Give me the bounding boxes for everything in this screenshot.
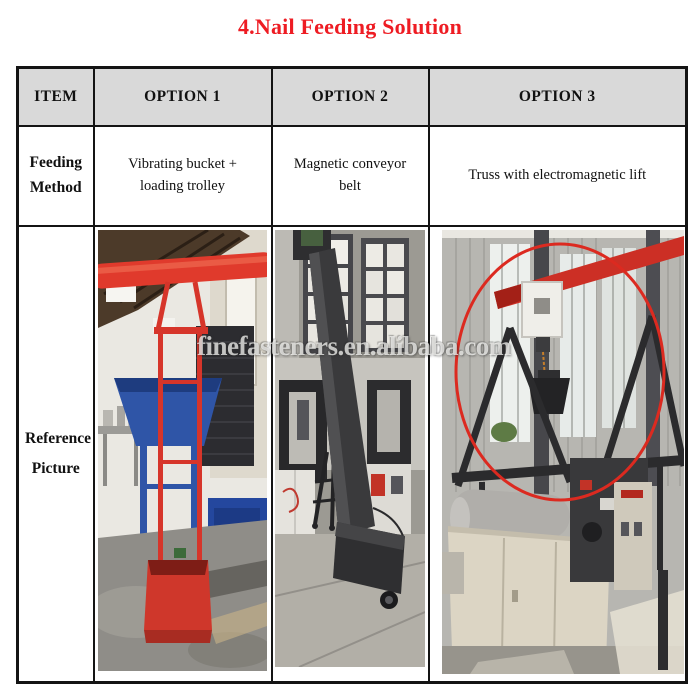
table-header-row bbox=[18, 68, 687, 126]
column-header-option-2: OPTION 2 bbox=[272, 68, 429, 126]
feeding-method-option-2: Magnetic conveyor belt bbox=[272, 126, 429, 226]
column-header-option-3: OPTION 3 bbox=[429, 68, 687, 126]
column-header-option-1: OPTION 1 bbox=[94, 68, 272, 126]
feeding-method-row bbox=[18, 126, 687, 226]
feeding-method-option-1: Vibrating bucket + loading trolley bbox=[94, 126, 272, 226]
option3-reference-photo bbox=[442, 230, 684, 674]
page-title: 4.Nail Feeding Solution bbox=[237, 14, 463, 39]
reference-picture-cell-option-1 bbox=[94, 226, 272, 683]
column-header-item: ITEM bbox=[18, 68, 94, 126]
option1-reference-photo bbox=[98, 230, 267, 671]
option2-reference-photo bbox=[275, 230, 425, 667]
reference-picture-cell-option-2 bbox=[272, 226, 429, 683]
feeding-method-option-3: Truss with electromagnetic lift bbox=[429, 126, 687, 226]
watermark-text: finefasteners.en.alibaba.com bbox=[197, 331, 511, 361]
nail-feeding-solution-table bbox=[16, 66, 688, 684]
reference-picture-cell-option-3 bbox=[429, 226, 687, 683]
row-label-feeding-method: Feeding Method bbox=[18, 126, 94, 226]
reference-picture-row bbox=[18, 226, 687, 683]
row-label-reference-picture: Reference Picture bbox=[18, 226, 94, 683]
